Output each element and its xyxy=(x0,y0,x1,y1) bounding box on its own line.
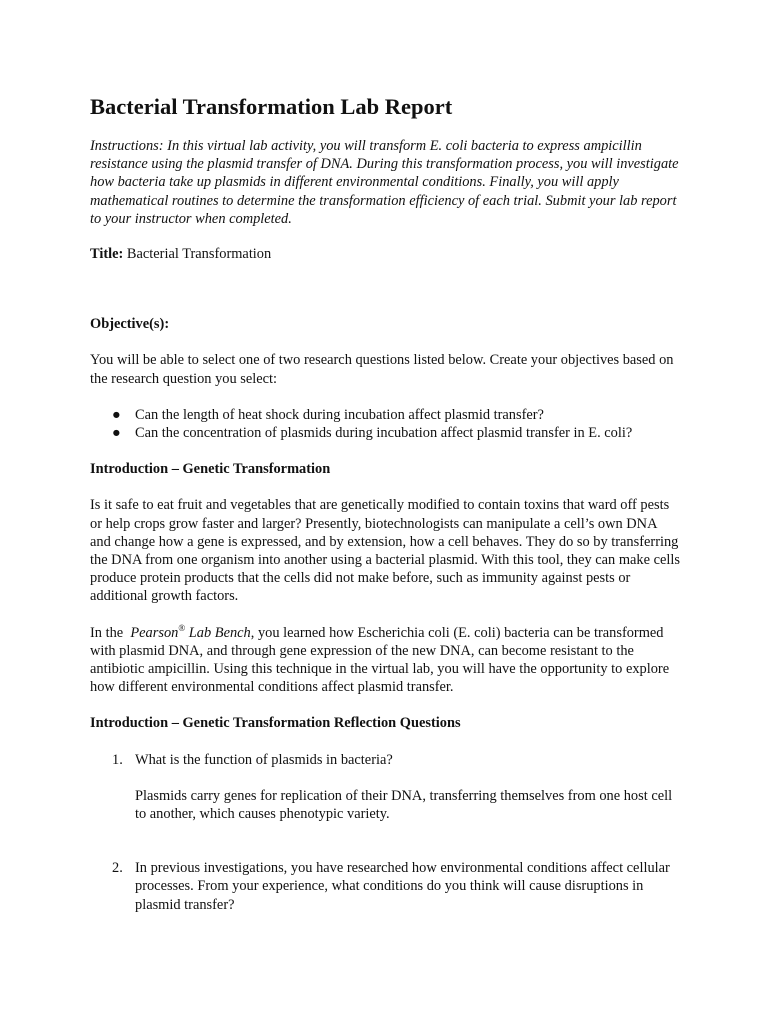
pearson-paragraph xyxy=(90,624,680,697)
bullet-icon: ● xyxy=(112,425,121,442)
title-line xyxy=(90,245,680,263)
reflection-heading: Introduction – Genetic Transformation Reflection Questions xyxy=(90,715,461,732)
document-title: Bacterial Transformation Lab Report xyxy=(90,94,453,119)
objective-heading: Objective(s): xyxy=(90,316,170,333)
pearson-brand: Pearson xyxy=(130,624,179,641)
research-question-text: Can the length of heat shock during incubation affect plasmid transfer? xyxy=(135,406,544,423)
intro-heading: Introduction – Genetic Transformation xyxy=(90,461,331,478)
reflection-question-item xyxy=(90,751,680,824)
research-question-text: Can the concentration of plasmids during incubation affect plasmid transfer in E. coli? xyxy=(135,425,633,442)
question-number: 1. xyxy=(112,751,123,768)
pearson-product: Lab Bench xyxy=(188,624,251,641)
pearson-prefix: In the xyxy=(90,624,124,641)
research-question-item xyxy=(90,424,680,442)
reflection-question-item xyxy=(90,859,680,914)
research-question-item xyxy=(90,406,680,424)
bullet-icon: ● xyxy=(112,406,121,423)
research-question-list xyxy=(90,406,680,442)
instructions-paragraph: Instructions: In this virtual lab activity, you will transform E. coli bacteria to express ampicillin resistance using the plasmid transfer of DNA. During this transformation process, you will investigate how bacteria take up plasmids in different environmental conditions. Finally, you will apply mathematical routines to determine the transformation efficiency of each trial. Submit your lab report to your instructor when completed. xyxy=(90,138,679,227)
title-value: Bacterial Transformation xyxy=(126,246,272,263)
question-text: What is the function of plasmids in bacteria? xyxy=(135,751,393,768)
question-number: 2. xyxy=(112,860,123,877)
objective-text: You will be able to select one of two research questions listed below. Create your objectives based on the research question you select: xyxy=(90,352,674,387)
reflection-question-list xyxy=(90,751,680,914)
question-answer: Plasmids carry genes for replication of their DNA, transferring themselves from one host cell to another, which causes phenotypic variety. xyxy=(135,787,673,823)
intro-paragraph: Is it safe to eat fruit and vegetables that are genetically modified to contain toxins that ward off pests or help crops grow faster and larger? Presently, biotechnologists can manipulate a cell’s own DNA and change how a gene is expressed, and by extension, how a cell behaves. They do so by transferring the DNA from one organism into another using a bacterial plasmid. With this tool, they can make cells produce protein products that the cells did not make before, such as immunity against pests or additional growth factors. xyxy=(90,497,680,605)
registered-mark: ® xyxy=(178,622,186,633)
question-text: In previous investigations, you have researched how environmental conditions affect cellular processes. From your experience, what conditions do you think will cause disruptions in plasmid transfer? xyxy=(135,860,670,913)
pearson-name xyxy=(130,622,251,641)
pearson-rest: , you learned how Escherichia coli (E. coli) bacteria can be transformed with plasmid DNA, and through gene expression of the new DNA, can become resistant to the antibiotic ampicillin. Using this technique in the virtual lab, you will have the opportunity to explore how different environmental conditions affect plasmid transfer. xyxy=(90,624,670,696)
title-label: Title: xyxy=(90,246,124,263)
